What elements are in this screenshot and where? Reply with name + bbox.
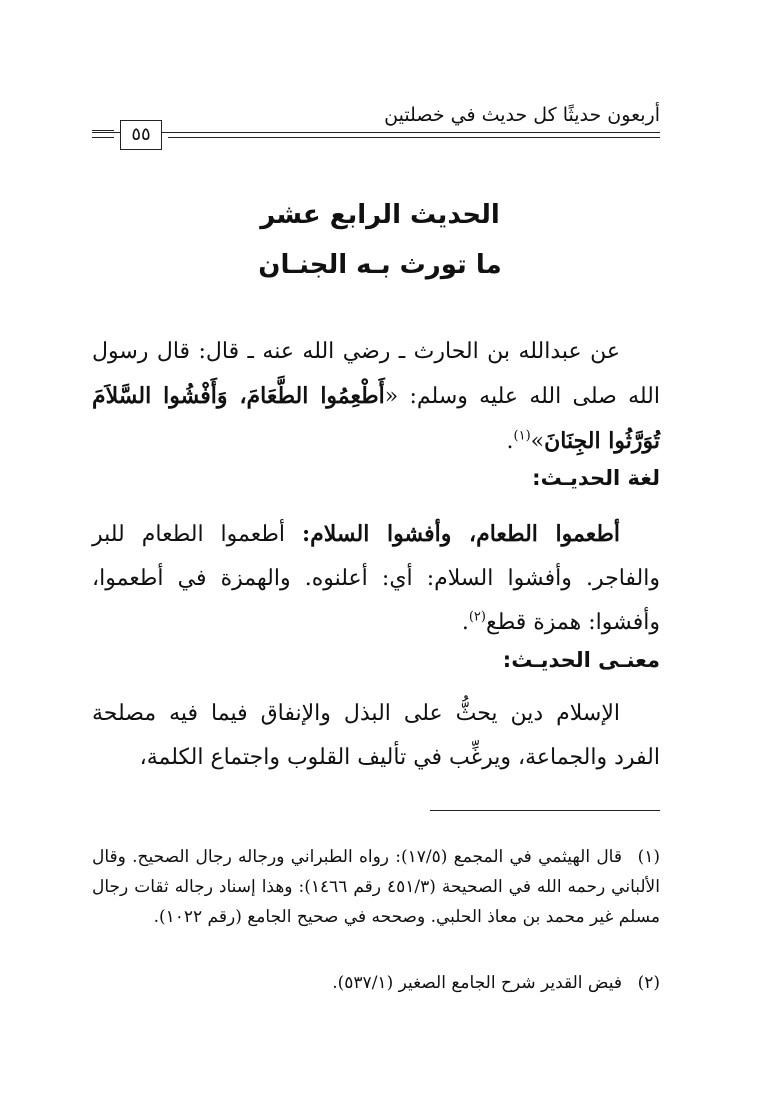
language-lead: أطعموا الطعام، وأفشوا السلام: [302, 521, 620, 547]
footnote-text: قال الهيثمي في المجمع (١٧/٥): رواه الطبراني ورجاله رجال الصحيح. وقال الألباني رحمه الله في الصحيحة (٤٥١/٣ رقم ١٤٦٦): وهذا إسناد رجاله ثقات رجال مسلم غير محمد بن معاذ الحلبي. وصححه في صحيح الجامع (رقم ١٠٢٢). [92, 847, 660, 927]
hadith-end: . [506, 429, 514, 454]
language-paragraph [92, 512, 660, 645]
footnote-mark: (٢) [637, 973, 660, 993]
header-rule-bottom [168, 137, 660, 138]
header-rule-top [92, 132, 660, 133]
footnote-rule [430, 810, 660, 811]
hadith-quote: أَطْعِمُوا الطَّعَامَ، وَأَفْشُوا السَّلاَمَ تُوَرَّثُوا الجِنَانَ [92, 383, 660, 454]
running-header: أربعون حديثًا كل حديث في خصلتين [384, 104, 660, 126]
page-number-dash [92, 130, 114, 131]
footnote-1 [92, 842, 660, 932]
page-number: ٥٥ [120, 120, 162, 150]
section-heading-meaning: معنـى الحديـث: [502, 648, 660, 672]
footnote-mark: (١) [637, 847, 660, 867]
footnote-ref: (٢) [468, 609, 486, 625]
footnote-2 [92, 968, 660, 998]
section-heading-language: لغة الحديـث: [532, 466, 660, 490]
language-end: . [461, 610, 469, 635]
meaning-paragraph: الإسلام دين يحثُّ على البذل والإنفاق فيما فيه مصلحة الفرد والجماعة، ويرغِّب في تأليف القلوب واجتماع الكلمة، [92, 701, 660, 770]
page-number-dash [92, 137, 114, 138]
footnote-ref: (١) [513, 428, 531, 444]
chapter-title: الحديث الرابع عشر [260, 200, 500, 230]
hadith-intro: عن عبدالله بن الحارث ـ رضي الله عنه ـ قال: قال رسول الله صلى الله عليه وسلم: « [92, 339, 660, 409]
language-text: أطعموا الطعام للبر والفاجر. وأفشوا السلام: أي: أعلنوه. والهمزة في أطعموا، وأفشوا: همزة قطع [92, 522, 660, 635]
hadith-quote-close: » [530, 429, 545, 454]
hadith-paragraph [92, 330, 660, 464]
footnote-text: فيض القدير شرح الجامع الصغير (٥٣٧/١). [332, 973, 622, 993]
chapter-subtitle: ما تورث بـه الجنـان [258, 250, 502, 280]
